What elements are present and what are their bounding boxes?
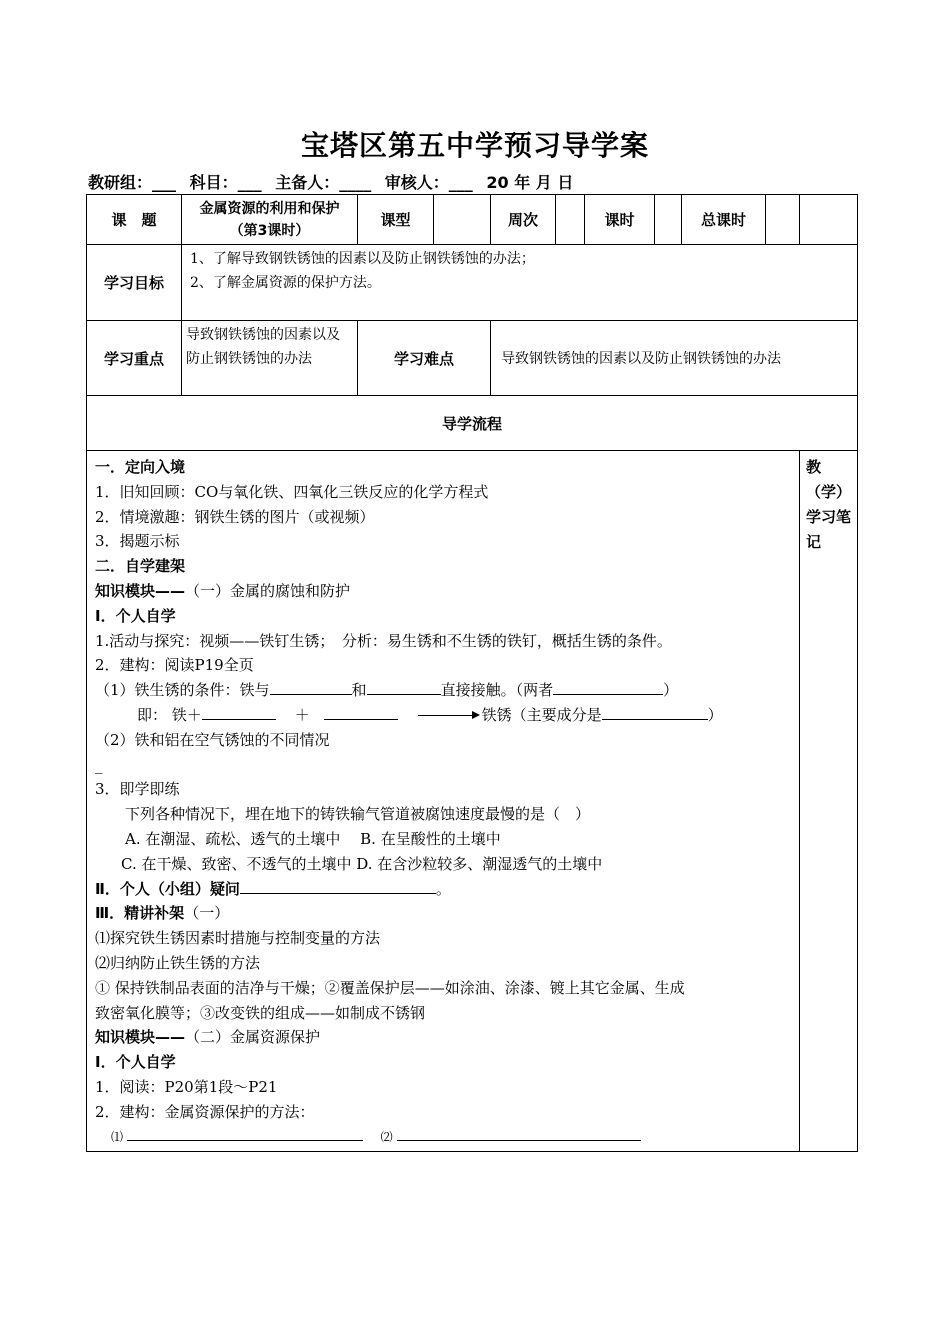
key-label: 学习重点: [87, 321, 182, 396]
flow-line: ⑴探究铁生锈因素时措施与控制变量的方法: [95, 929, 381, 948]
question-stem: 下列各种情况下，埋在地下的铸铁输气管道被腐蚀速度最慢的是（ ）: [125, 805, 591, 824]
blank-field[interactable]: [324, 703, 398, 720]
blank-field[interactable]: [397, 1128, 641, 1141]
notes-column: 教（学）学习笔记: [800, 451, 858, 1152]
page-title: 宝塔区第五中学预习导学案: [300, 129, 649, 162]
flow-line: 2．建构：金属资源保护的方法：: [95, 1102, 315, 1121]
part-heading: Ⅰ．个人自学: [95, 606, 176, 625]
blank-field[interactable]: [270, 678, 352, 695]
module-heading: 知识模块——（二）金属资源保护: [95, 1028, 321, 1047]
goal-item: 1、了解导致钢铁锈蚀的因素以及防止钢铁锈蚀的办法；: [190, 251, 535, 267]
fill-line-protection: ⑴ ⑵: [95, 1125, 791, 1150]
guided-flow: [87, 451, 800, 1152]
question-options: C. 在干燥、致密、不透气的土壤中 D. 在含沙粒较多、潮湿透气的土壤中: [121, 854, 603, 873]
key-value: 导致钢铁锈蚀的因素以及防止钢铁锈蚀的办法: [182, 321, 358, 396]
topic-value: 金属资源的利用和保护（第3课时）: [182, 195, 358, 245]
question-line: Ⅱ．个人（小组）疑问 。: [95, 877, 791, 902]
flow-line: 1.活动与探究：视频——铁钉生锈； 分析：易生锈和不生锈的铁钉，概括生锈的条件。: [95, 631, 672, 650]
flow-line: 1．旧知回顾：CO与氧化铁、四氧化三铁反应的化学方程式: [95, 482, 489, 501]
flow-line: 1．阅读：P20第1段～P21: [95, 1077, 278, 1096]
total-value: [766, 195, 800, 245]
arrow-icon: [418, 715, 478, 716]
section-heading: 二．自学建架: [95, 557, 186, 576]
flow-line: 2．建构：阅读P19全页: [95, 656, 254, 675]
blank-field[interactable]: [553, 678, 663, 695]
flow-line: 3．揭题示标: [95, 532, 180, 551]
flow-title: 导学流程: [87, 396, 858, 451]
period-label: 课时: [585, 195, 655, 245]
meta-date: 20 年 月 日: [486, 173, 574, 192]
week-value: [556, 195, 585, 245]
goal-item: 2、了解金属资源的保护方法。: [190, 275, 381, 291]
flow-line: ⑵归纳防止铁生锈的方法: [95, 953, 261, 972]
goals-label: 学习目标: [87, 245, 182, 321]
section-heading: 一．定向入境: [95, 458, 186, 476]
blank-field[interactable]: [367, 678, 441, 695]
week-label: 周次: [491, 195, 556, 245]
difficulty-label: 学习难点: [358, 321, 491, 396]
fill-line-rust-condition: （1）铁生锈的条件：铁与 和 直接接触。（两者 ）: [95, 678, 791, 703]
meta-preparer: 主备人：____: [275, 173, 372, 192]
goals-list: [182, 245, 858, 321]
flow-line: ① 保持铁制品表面的洁净与干燥；②覆盖保护层——如涂油、涂漆、镀上其它金属、生成: [95, 978, 685, 997]
blank-cell: [800, 195, 858, 245]
type-value: [434, 195, 491, 245]
blank-field[interactable]: [202, 703, 276, 720]
meta-reviewer: 审核人：___: [384, 173, 473, 192]
fill-line-rust-equation: 即： 铁＋ ＋ 铁锈（主要成分是 ）: [95, 703, 791, 728]
lesson-table: [86, 194, 858, 1152]
period-value: [655, 195, 682, 245]
blank-field[interactable]: [240, 877, 436, 894]
blank-field[interactable]: [127, 1128, 363, 1141]
flow-line: 2．情境激趣：钢铁生锈的图片（或视频）: [95, 507, 375, 526]
topic-label: 课 题: [87, 195, 182, 245]
difficulty-value: 导致钢铁锈蚀的因素以及防止钢铁锈蚀的办法: [491, 321, 858, 396]
part-heading: Ⅰ．个人自学: [95, 1053, 176, 1072]
total-label: 总课时: [682, 195, 766, 245]
meta-group: 教研组：___: [88, 173, 177, 192]
flow-line: _: [95, 755, 103, 774]
document-meta: [88, 170, 581, 193]
module-heading: 知识模块——（一）金属的腐蚀和防护: [95, 581, 351, 600]
blank-field[interactable]: [602, 703, 708, 720]
flow-line: 3．即学即练: [95, 780, 180, 799]
type-label: 课型: [358, 195, 434, 245]
question-options: A. 在潮湿、疏松、透气的土壤中 B. 在呈酸性的土壤中: [125, 829, 501, 848]
meta-subject: 科目：___: [189, 173, 262, 192]
flow-line: （2）铁和铝在空气锈蚀的不同情况: [95, 730, 330, 749]
part-heading: Ⅲ．精讲补架（一）: [95, 904, 230, 923]
flow-line: 致密氧化膜等；③改变铁的组成——如制成不锈钢: [95, 1003, 426, 1022]
